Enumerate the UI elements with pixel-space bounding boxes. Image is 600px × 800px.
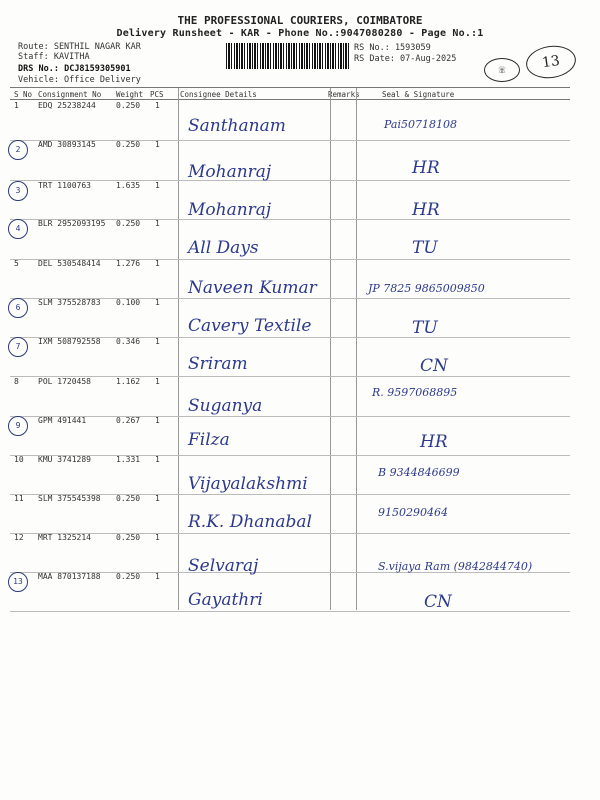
- row-pcs: 1: [155, 101, 160, 110]
- row-consignment-no: TRT 1100763: [38, 181, 91, 190]
- col-rule-remarks: [330, 88, 331, 610]
- row-sno: 12: [14, 533, 24, 542]
- row-sno: 13: [8, 572, 28, 592]
- row-weight: 0.250: [116, 140, 141, 149]
- seal-signature: R. 9597068895: [372, 386, 458, 399]
- rs-number: RS No.: 1593059: [354, 43, 431, 53]
- row-weight: 0.250: [116, 533, 141, 542]
- consignee-handwritten-name: Mohanraj: [188, 200, 272, 220]
- row-sno: 1: [14, 101, 19, 110]
- consignee-handwritten-name: Cavery Textile: [188, 316, 312, 336]
- row-weight: 0.346: [116, 337, 141, 346]
- vehicle-label: Vehicle: Office Delivery: [18, 75, 141, 85]
- row-consignment-no: POL 1720458: [38, 377, 91, 386]
- row-sno: 5: [14, 259, 19, 268]
- row-pcs: 1: [155, 181, 160, 190]
- row-sno: 4: [8, 219, 28, 239]
- row-weight: 0.100: [116, 298, 141, 307]
- col-sno: S No: [14, 90, 33, 99]
- seal-signature: 9150290464: [378, 506, 448, 519]
- row-sno: 11: [14, 494, 24, 503]
- row-sno: 3: [8, 181, 28, 201]
- table-top-rule: [10, 87, 570, 88]
- col-seal: Seal & Signature: [382, 90, 455, 99]
- row-sno: 9: [8, 416, 28, 436]
- row-pcs: 1: [155, 494, 160, 503]
- row-pcs: 1: [155, 533, 160, 542]
- seal-signature: CN: [424, 592, 452, 612]
- row-weight: 1.635: [116, 181, 141, 190]
- row-divider: [10, 533, 570, 534]
- seal-signature: JP 7825 9865009850: [368, 282, 485, 295]
- row-weight: 0.250: [116, 494, 141, 503]
- seal-signature: S.vijaya Ram (9842844740): [378, 560, 533, 573]
- consignee-handwritten-name: Selvaraj: [188, 556, 259, 576]
- consignee-handwritten-name: Suganya: [188, 396, 263, 416]
- consignee-handwritten-name: All Days: [188, 238, 259, 258]
- consignee-handwritten-name: R.K. Dhanabal: [188, 512, 312, 532]
- row-pcs: 1: [155, 219, 160, 228]
- row-weight: 1.276: [116, 259, 141, 268]
- row-weight: 1.331: [116, 455, 141, 464]
- drs-label: DRS No.:: [18, 64, 59, 74]
- row-consignment-no: IXM 508792558: [38, 337, 101, 346]
- col-weight: Weight: [116, 90, 144, 99]
- circled-phone-mark: ☏: [484, 58, 520, 82]
- row-weight: 0.250: [116, 572, 141, 581]
- circled-count: 13: [524, 43, 578, 82]
- row-consignment-no: GPM 491441: [38, 416, 87, 425]
- table-head-rule: [10, 99, 570, 100]
- row-sno: 2: [8, 140, 28, 160]
- col-remarks: Remarks: [328, 90, 360, 99]
- row-consignment-no: DEL 530548414: [38, 259, 101, 268]
- row-consignment-no: SLM 375545398: [38, 494, 101, 503]
- rs-date: RS Date: 07-Aug-2025: [354, 54, 457, 64]
- seal-signature: Pai50718108: [384, 118, 457, 131]
- row-weight: 0.250: [116, 219, 141, 228]
- row-consignment-no: AMD 30893145: [38, 140, 96, 149]
- row-pcs: 1: [155, 140, 160, 149]
- seal-signature: HR: [412, 200, 440, 220]
- col-consignment: Consignment No: [38, 90, 102, 99]
- row-weight: 0.250: [116, 101, 141, 110]
- row-consignment-no: EDQ 25238244: [38, 101, 96, 110]
- consignee-handwritten-name: Naveen Kumar: [188, 278, 317, 298]
- row-sno: 8: [14, 377, 19, 386]
- row-sno: 6: [8, 298, 28, 318]
- row-sno: 10: [14, 455, 24, 464]
- row-pcs: 1: [155, 298, 160, 307]
- consignee-handwritten-name: Filza: [188, 430, 230, 450]
- row-consignment-no: MAA 870137188: [38, 572, 101, 581]
- row-divider: [10, 376, 570, 377]
- consignee-handwritten-name: Gayathri: [188, 590, 263, 610]
- consignee-handwritten-name: Sriram: [188, 354, 248, 374]
- consignee-handwritten-name: Mohanraj: [188, 162, 272, 182]
- staff-label: Staff: KAVITHA: [18, 52, 90, 62]
- row-divider: [10, 455, 570, 456]
- seal-signature: B 9344846699: [378, 466, 460, 479]
- row-pcs: 1: [155, 572, 160, 581]
- row-pcs: 1: [155, 337, 160, 346]
- row-consignment-no: KMU 3741289: [38, 455, 91, 464]
- row-pcs: 1: [155, 259, 160, 268]
- col-rule-consignee: [178, 88, 179, 610]
- drs-value: DCJ8159305901: [64, 64, 131, 74]
- seal-signature: CN: [420, 356, 448, 376]
- row-divider: [10, 180, 570, 181]
- row-weight: 1.162: [116, 377, 141, 386]
- row-sno: 7: [8, 337, 28, 357]
- barcode-image: [226, 43, 350, 69]
- col-rule-seal: [356, 88, 357, 610]
- row-pcs: 1: [155, 416, 160, 425]
- row-pcs: 1: [155, 455, 160, 464]
- seal-signature: HR: [420, 432, 448, 452]
- row-weight: 0.267: [116, 416, 141, 425]
- row-consignment-no: MRT 1325214: [38, 533, 91, 542]
- consignee-handwritten-name: Santhanam: [188, 116, 286, 136]
- company-title: THE PROFESSIONAL COURIERS, COIMBATORE: [177, 14, 423, 27]
- drs-line: [18, 64, 131, 74]
- col-pcs: PCS: [150, 90, 164, 99]
- route-label: Route: SENTHIL NAGAR KAR: [18, 42, 141, 52]
- row-consignment-no: BLR 2952093195: [38, 219, 106, 228]
- seal-signature: HR: [412, 158, 440, 178]
- col-consignee: Consignee Details: [180, 90, 257, 99]
- seal-signature: TU: [412, 318, 438, 338]
- seal-signature: TU: [412, 238, 438, 258]
- row-divider: [10, 416, 570, 417]
- consignee-handwritten-name: Vijayalakshmi: [188, 474, 308, 494]
- row-divider: [10, 611, 570, 612]
- row-consignment-no: SLM 375528783: [38, 298, 101, 307]
- runsheet-subtitle: Delivery Runsheet - KAR - Phone No.:9047080280 - Page No.:1: [116, 28, 484, 39]
- row-pcs: 1: [155, 377, 160, 386]
